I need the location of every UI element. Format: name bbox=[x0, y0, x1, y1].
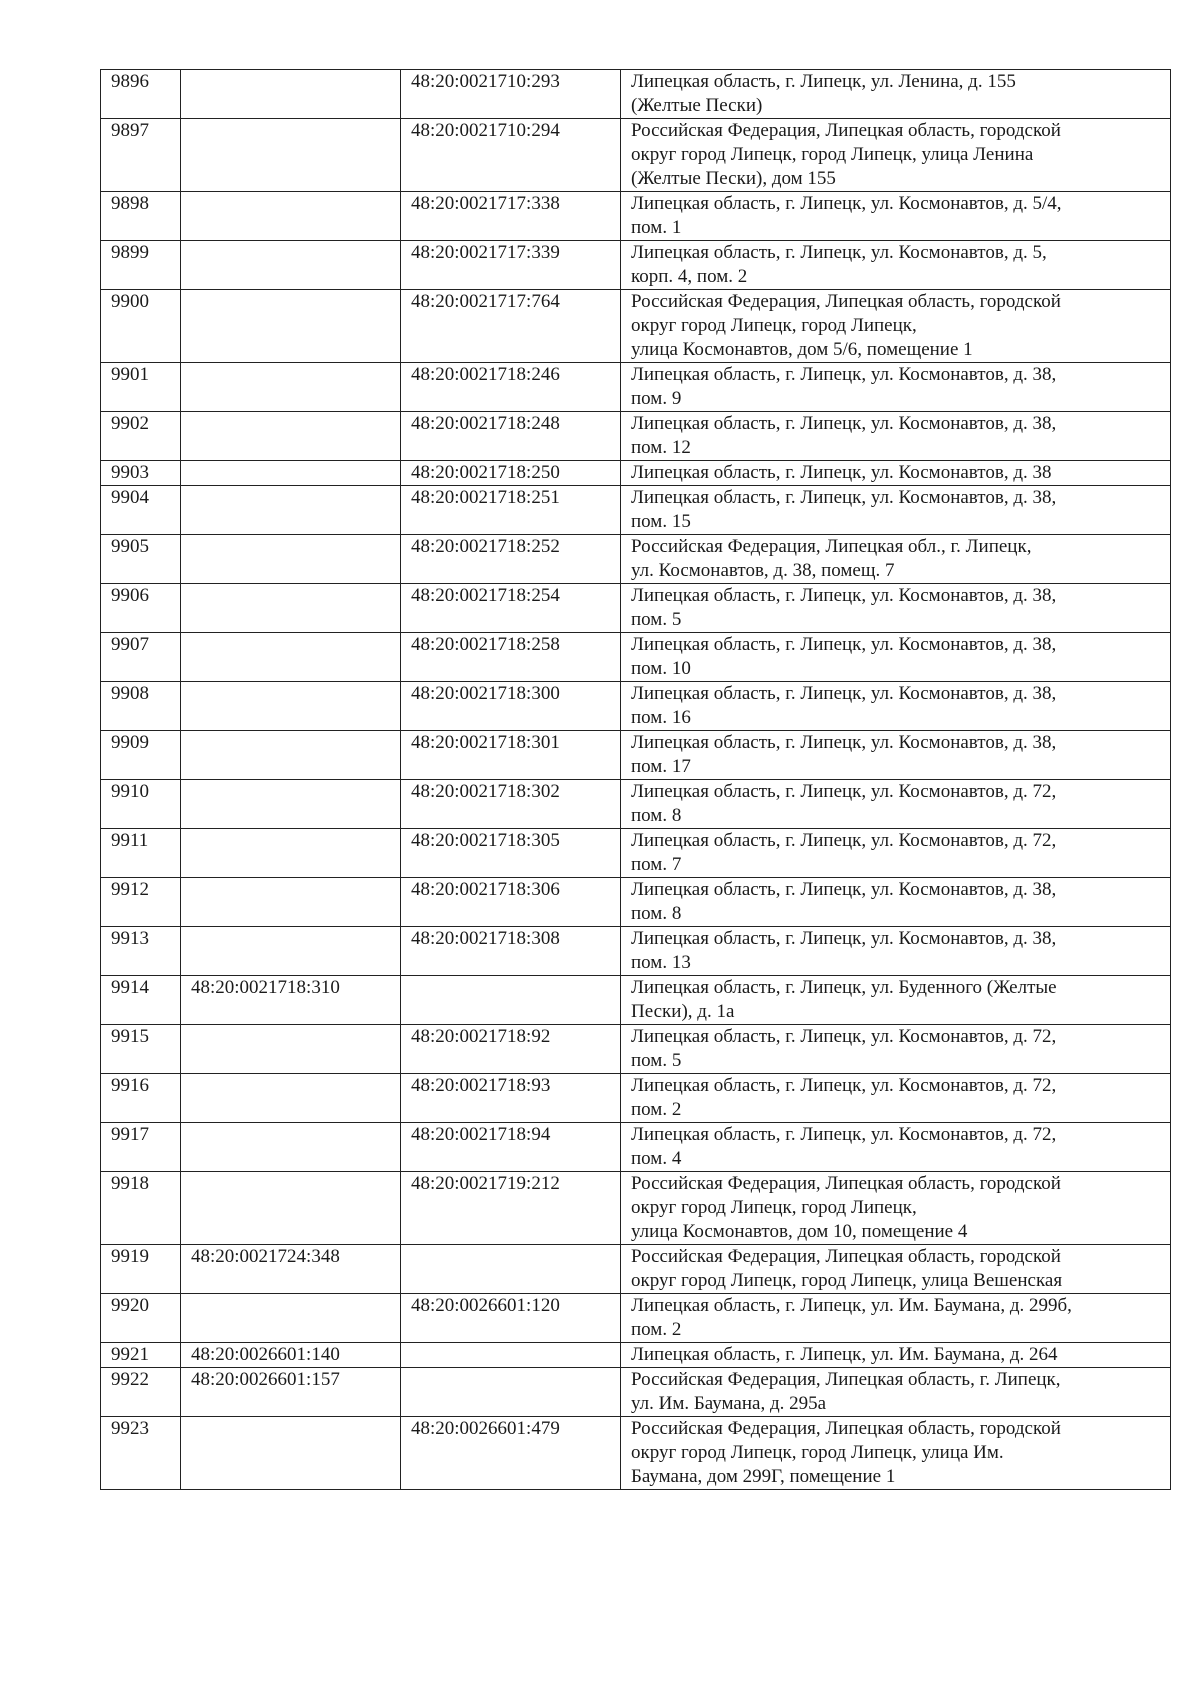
table-row bbox=[101, 829, 1171, 878]
building-cadastral-number-cell bbox=[181, 682, 401, 731]
address-cell: Липецкая область, г. Липецк, ул. Космонавтов, д. 38, пом. 15 bbox=[621, 486, 1171, 535]
row-number-cell: 9903 bbox=[101, 461, 181, 486]
row-number-cell: 9896 bbox=[101, 70, 181, 119]
table-row bbox=[101, 241, 1171, 290]
address-cell: Липецкая область, г. Липецк, ул. Космонавтов, д. 38, пом. 10 bbox=[621, 633, 1171, 682]
row-number-cell: 9905 bbox=[101, 535, 181, 584]
address-cell: Липецкая область, г. Липецк, ул. Ленина, д. 155 (Желтые Пески) bbox=[621, 70, 1171, 119]
table-row bbox=[101, 535, 1171, 584]
address-cell: Липецкая область, г. Липецк, ул. Космонавтов, д. 38, пом. 8 bbox=[621, 878, 1171, 927]
premises-cadastral-number-cell: 48:20:0021718:251 bbox=[401, 486, 621, 535]
row-number-cell: 9921 bbox=[101, 1343, 181, 1368]
row-number-cell: 9898 bbox=[101, 192, 181, 241]
building-cadastral-number-cell bbox=[181, 412, 401, 461]
premises-cadastral-number-cell: 48:20:0021718:246 bbox=[401, 363, 621, 412]
building-cadastral-number-cell bbox=[181, 119, 401, 192]
building-cadastral-number-cell bbox=[181, 1172, 401, 1245]
address-cell: Липецкая область, г. Липецк, ул. Космонавтов, д. 38, пом. 9 bbox=[621, 363, 1171, 412]
premises-cadastral-number-cell: 48:20:0021718:94 bbox=[401, 1123, 621, 1172]
premises-cadastral-number-cell bbox=[401, 976, 621, 1025]
row-number-cell: 9913 bbox=[101, 927, 181, 976]
premises-cadastral-number-cell: 48:20:0021717:764 bbox=[401, 290, 621, 363]
row-number-cell: 9908 bbox=[101, 682, 181, 731]
row-number-cell: 9920 bbox=[101, 1294, 181, 1343]
table-row bbox=[101, 119, 1171, 192]
building-cadastral-number-cell bbox=[181, 192, 401, 241]
table-row bbox=[101, 1368, 1171, 1417]
table-row bbox=[101, 486, 1171, 535]
premises-cadastral-number-cell: 48:20:0021717:338 bbox=[401, 192, 621, 241]
address-cell: Липецкая область, г. Липецк, ул. Космонавтов, д. 72, пом. 2 bbox=[621, 1074, 1171, 1123]
address-cell: Липецкая область, г. Липецк, ул. Космонавтов, д. 72, пом. 5 bbox=[621, 1025, 1171, 1074]
building-cadastral-number-cell bbox=[181, 780, 401, 829]
premises-cadastral-number-cell: 48:20:0021718:305 bbox=[401, 829, 621, 878]
premises-cadastral-number-cell: 48:20:0021717:339 bbox=[401, 241, 621, 290]
building-cadastral-number-cell bbox=[181, 731, 401, 780]
row-number-cell: 9902 bbox=[101, 412, 181, 461]
premises-cadastral-number-cell: 48:20:0021710:293 bbox=[401, 70, 621, 119]
address-cell: Российская Федерация, Липецкая область, городской округ город Липецк, город Липецк, улица Космонавтов, дом 10, помещение 4 bbox=[621, 1172, 1171, 1245]
address-cell: Российская Федерация, Липецкая область, городской округ город Липецк, город Липецк, улица Вешенская bbox=[621, 1245, 1171, 1294]
row-number-cell: 9906 bbox=[101, 584, 181, 633]
premises-cadastral-number-cell: 48:20:0021718:300 bbox=[401, 682, 621, 731]
row-number-cell: 9910 bbox=[101, 780, 181, 829]
premises-cadastral-number-cell: 48:20:0026601:479 bbox=[401, 1417, 621, 1490]
premises-cadastral-number-cell: 48:20:0021718:301 bbox=[401, 731, 621, 780]
address-cell: Липецкая область, г. Липецк, ул. Космонавтов, д. 38, пом. 12 bbox=[621, 412, 1171, 461]
premises-cadastral-number-cell: 48:20:0021718:302 bbox=[401, 780, 621, 829]
building-cadastral-number-cell: 48:20:0021724:348 bbox=[181, 1245, 401, 1294]
building-cadastral-number-cell bbox=[181, 241, 401, 290]
building-cadastral-number-cell: 48:20:0026601:140 bbox=[181, 1343, 401, 1368]
table-row bbox=[101, 976, 1171, 1025]
premises-cadastral-number-cell: 48:20:0021718:252 bbox=[401, 535, 621, 584]
address-cell: Российская Федерация, Липецкая область, городской округ город Липецк, город Липецк, улица Им. Баумана, дом 299Г, помещение 1 bbox=[621, 1417, 1171, 1490]
table-row bbox=[101, 1417, 1171, 1490]
row-number-cell: 9922 bbox=[101, 1368, 181, 1417]
premises-cadastral-number-cell: 48:20:0021718:248 bbox=[401, 412, 621, 461]
row-number-cell: 9917 bbox=[101, 1123, 181, 1172]
building-cadastral-number-cell bbox=[181, 584, 401, 633]
table-row bbox=[101, 290, 1171, 363]
premises-cadastral-number-cell: 48:20:0021718:308 bbox=[401, 927, 621, 976]
table-row bbox=[101, 731, 1171, 780]
premises-cadastral-number-cell: 48:20:0021719:212 bbox=[401, 1172, 621, 1245]
building-cadastral-number-cell bbox=[181, 1294, 401, 1343]
table-row bbox=[101, 878, 1171, 927]
row-number-cell: 9919 bbox=[101, 1245, 181, 1294]
building-cadastral-number-cell bbox=[181, 633, 401, 682]
building-cadastral-number-cell bbox=[181, 1074, 401, 1123]
table-row bbox=[101, 70, 1171, 119]
address-cell: Липецкая область, г. Липецк, ул. Им. Баумана, д. 299б, пом. 2 bbox=[621, 1294, 1171, 1343]
row-number-cell: 9904 bbox=[101, 486, 181, 535]
table-row bbox=[101, 363, 1171, 412]
row-number-cell: 9916 bbox=[101, 1074, 181, 1123]
address-cell: Липецкая область, г. Липецк, ул. Космонавтов, д. 5/4, пом. 1 bbox=[621, 192, 1171, 241]
address-cell: Липецкая область, г. Липецк, ул. Космонавтов, д. 38, пом. 16 bbox=[621, 682, 1171, 731]
table-row bbox=[101, 584, 1171, 633]
table-row bbox=[101, 1123, 1171, 1172]
address-cell: Липецкая область, г. Липецк, ул. Космонавтов, д. 72, пом. 4 bbox=[621, 1123, 1171, 1172]
row-number-cell: 9907 bbox=[101, 633, 181, 682]
premises-cadastral-number-cell bbox=[401, 1245, 621, 1294]
premises-cadastral-number-cell bbox=[401, 1368, 621, 1417]
premises-cadastral-number-cell: 48:20:0026601:120 bbox=[401, 1294, 621, 1343]
row-number-cell: 9901 bbox=[101, 363, 181, 412]
row-number-cell: 9915 bbox=[101, 1025, 181, 1074]
building-cadastral-number-cell bbox=[181, 461, 401, 486]
premises-cadastral-number-cell: 48:20:0021710:294 bbox=[401, 119, 621, 192]
row-number-cell: 9909 bbox=[101, 731, 181, 780]
premises-cadastral-number-cell: 48:20:0021718:306 bbox=[401, 878, 621, 927]
table-row bbox=[101, 682, 1171, 731]
table-row bbox=[101, 927, 1171, 976]
building-cadastral-number-cell bbox=[181, 878, 401, 927]
building-cadastral-number-cell bbox=[181, 535, 401, 584]
address-cell: Российская Федерация, Липецкая обл., г. Липецк, ул. Космонавтов, д. 38, помещ. 7 bbox=[621, 535, 1171, 584]
premises-cadastral-number-cell bbox=[401, 1343, 621, 1368]
row-number-cell: 9897 bbox=[101, 119, 181, 192]
address-cell: Липецкая область, г. Липецк, ул. Им. Баумана, д. 264 bbox=[621, 1343, 1171, 1368]
premises-cadastral-number-cell: 48:20:0021718:258 bbox=[401, 633, 621, 682]
table-row bbox=[101, 1294, 1171, 1343]
address-cell: Российская Федерация, Липецкая область, городской округ город Липецк, город Липецк, улица Космонавтов, дом 5/6, помещение 1 bbox=[621, 290, 1171, 363]
building-cadastral-number-cell bbox=[181, 486, 401, 535]
row-number-cell: 9911 bbox=[101, 829, 181, 878]
address-cell: Липецкая область, г. Липецк, ул. Космонавтов, д. 38, пом. 17 bbox=[621, 731, 1171, 780]
premises-cadastral-number-cell: 48:20:0021718:92 bbox=[401, 1025, 621, 1074]
table-row bbox=[101, 461, 1171, 486]
table-row bbox=[101, 1025, 1171, 1074]
address-cell: Липецкая область, г. Липецк, ул. Космонавтов, д. 72, пом. 7 bbox=[621, 829, 1171, 878]
address-cell: Липецкая область, г. Липецк, ул. Космонавтов, д. 5, корп. 4, пом. 2 bbox=[621, 241, 1171, 290]
table-row bbox=[101, 412, 1171, 461]
address-cell: Липецкая область, г. Липецк, ул. Космонавтов, д. 72, пом. 8 bbox=[621, 780, 1171, 829]
row-number-cell: 9914 bbox=[101, 976, 181, 1025]
table-row bbox=[101, 1245, 1171, 1294]
premises-cadastral-number-cell: 48:20:0021718:93 bbox=[401, 1074, 621, 1123]
row-number-cell: 9923 bbox=[101, 1417, 181, 1490]
property-registry-table bbox=[100, 69, 1171, 1490]
premises-cadastral-number-cell: 48:20:0021718:250 bbox=[401, 461, 621, 486]
row-number-cell: 9900 bbox=[101, 290, 181, 363]
address-cell: Российская Федерация, Липецкая область, г. Липецк, ул. Им. Баумана, д. 295а bbox=[621, 1368, 1171, 1417]
building-cadastral-number-cell bbox=[181, 70, 401, 119]
table-row bbox=[101, 1074, 1171, 1123]
building-cadastral-number-cell bbox=[181, 1417, 401, 1490]
table-row bbox=[101, 780, 1171, 829]
building-cadastral-number-cell: 48:20:0026601:157 bbox=[181, 1368, 401, 1417]
building-cadastral-number-cell bbox=[181, 1123, 401, 1172]
table-row bbox=[101, 1343, 1171, 1368]
address-cell: Липецкая область, г. Липецк, ул. Космонавтов, д. 38 bbox=[621, 461, 1171, 486]
building-cadastral-number-cell bbox=[181, 829, 401, 878]
row-number-cell: 9899 bbox=[101, 241, 181, 290]
table-row bbox=[101, 192, 1171, 241]
building-cadastral-number-cell: 48:20:0021718:310 bbox=[181, 976, 401, 1025]
table-row bbox=[101, 1172, 1171, 1245]
document-page bbox=[100, 69, 1170, 1490]
address-cell: Липецкая область, г. Липецк, ул. Буденного (Желтые Пески), д. 1а bbox=[621, 976, 1171, 1025]
row-number-cell: 9918 bbox=[101, 1172, 181, 1245]
building-cadastral-number-cell bbox=[181, 927, 401, 976]
table-body bbox=[101, 70, 1171, 1490]
building-cadastral-number-cell bbox=[181, 1025, 401, 1074]
table-row bbox=[101, 633, 1171, 682]
address-cell: Российская Федерация, Липецкая область, городской округ город Липецк, город Липецк, улица Ленина (Желтые Пески), дом 155 bbox=[621, 119, 1171, 192]
row-number-cell: 9912 bbox=[101, 878, 181, 927]
address-cell: Липецкая область, г. Липецк, ул. Космонавтов, д. 38, пом. 5 bbox=[621, 584, 1171, 633]
building-cadastral-number-cell bbox=[181, 363, 401, 412]
address-cell: Липецкая область, г. Липецк, ул. Космонавтов, д. 38, пом. 13 bbox=[621, 927, 1171, 976]
premises-cadastral-number-cell: 48:20:0021718:254 bbox=[401, 584, 621, 633]
building-cadastral-number-cell bbox=[181, 290, 401, 363]
